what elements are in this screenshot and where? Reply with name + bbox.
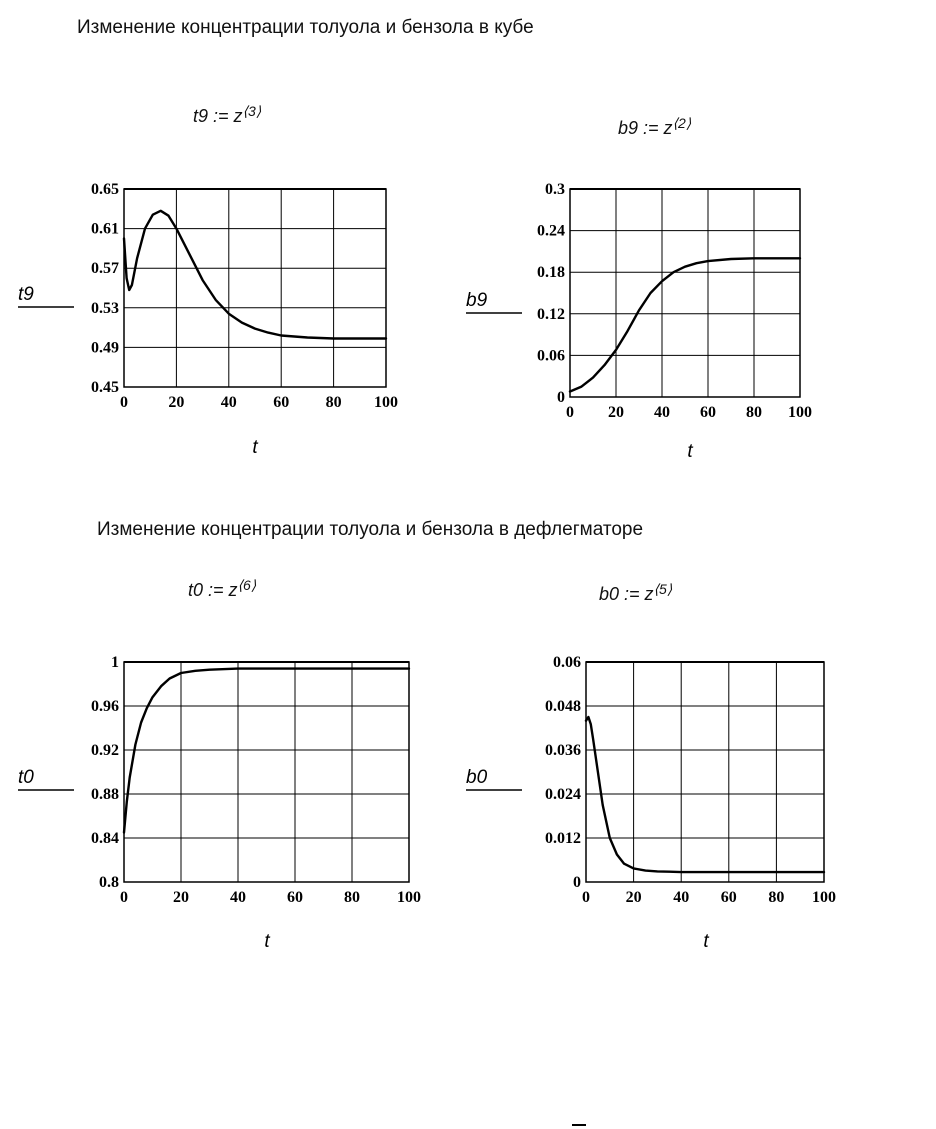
- y-tick-label-t9: 0.57: [91, 260, 119, 278]
- y-tick-label-b9: 0.18: [537, 264, 565, 282]
- formula-t9-lhs: t9 := z: [193, 106, 243, 126]
- y-tick-label-t0: 0.96: [91, 698, 119, 715]
- y-tick-label-b9: 0.3: [545, 181, 565, 198]
- y-tick-label-t0: 0.8: [99, 874, 119, 891]
- x-axis-label-b0: t: [703, 931, 709, 952]
- heading-kube: Изменение концентрации толуола и бензола в кубе: [77, 17, 534, 38]
- x-tick-label-t0: 60: [287, 889, 303, 906]
- y-tick-label-b9: 0.12: [537, 305, 565, 323]
- y-tick-label-t9: 0.61: [91, 220, 119, 238]
- x-tick-label-t9: 100: [374, 394, 398, 411]
- x-axis-label-t9: t: [252, 437, 258, 458]
- formula-b0-lhs: b0 := z: [599, 584, 654, 604]
- y-tick-label-t0: 0.84: [91, 830, 119, 847]
- x-tick-label-b9: 20: [608, 404, 624, 421]
- chart-b0: [466, 654, 836, 952]
- y-tick-label-b0: 0.06: [553, 654, 581, 671]
- y-tick-label-t0: 1: [111, 654, 119, 671]
- formula-b0-sup: ⟨5⟩: [653, 581, 673, 597]
- plot-frame-t0: [124, 662, 409, 882]
- x-tick-label-b0: 80: [768, 889, 785, 906]
- formula-t0-lhs: t0 := z: [188, 580, 238, 600]
- x-tick-label-b9: 0: [566, 404, 574, 421]
- x-tick-label-b0: 100: [812, 889, 836, 906]
- x-tick-label-t0: 80: [344, 889, 360, 906]
- y-tick-label-b0: 0.036: [545, 742, 581, 759]
- x-tick-label-t9: 0: [120, 394, 128, 411]
- y-axis-label-t0: t0: [18, 767, 34, 788]
- formula-t9-sup: ⟨3⟩: [242, 103, 262, 119]
- x-tick-label-t9: 80: [325, 394, 342, 411]
- y-axis-label-b9: b9: [466, 290, 488, 311]
- chart-b9: [466, 181, 812, 462]
- x-tick-label-b0: 20: [625, 889, 642, 906]
- x-tick-label-t9: 60: [273, 394, 290, 411]
- y-tick-label-b0: 0.012: [545, 830, 581, 847]
- x-axis-label-b9: t: [687, 441, 693, 462]
- x-tick-label-b9: 100: [788, 404, 812, 421]
- footer-mark: [572, 1124, 586, 1126]
- y-tick-label-t9: 0.45: [91, 379, 119, 396]
- y-tick-label-t9: 0.49: [91, 339, 119, 357]
- x-tick-label-b0: 0: [582, 889, 590, 906]
- chart-t0: [18, 654, 421, 952]
- x-tick-label-t9: 20: [168, 394, 185, 411]
- formula-b9-sup: ⟨2⟩: [672, 115, 692, 131]
- series-line-b9: [570, 258, 800, 391]
- y-tick-label-b9: 0.06: [537, 347, 565, 365]
- x-tick-label-t0: 100: [397, 889, 421, 906]
- x-tick-label-t0: 0: [120, 889, 128, 906]
- y-tick-label-t9: 0.53: [91, 299, 119, 317]
- x-tick-label-b9: 80: [746, 404, 762, 421]
- chart-t9: [18, 181, 398, 458]
- x-tick-label-b0: 60: [720, 889, 737, 906]
- series-line-t9: [124, 211, 386, 339]
- x-tick-label-b0: 40: [673, 889, 690, 906]
- x-tick-label-t9: 40: [220, 394, 237, 411]
- x-tick-label-b9: 60: [700, 404, 716, 421]
- y-tick-label-b9: 0.24: [537, 222, 565, 240]
- plot-frame-t9: [124, 189, 386, 387]
- y-tick-label-t0: 0.92: [91, 742, 119, 759]
- y-tick-label-t0: 0.88: [91, 786, 119, 803]
- x-axis-label-t0: t: [264, 931, 270, 952]
- series-line-b0: [586, 717, 824, 872]
- heading-defleg: Изменение концентрации толуола и бензола в дефлегматоре: [97, 519, 644, 540]
- y-tick-label-b0: 0.024: [545, 786, 581, 803]
- y-axis-label-t9: t9: [18, 284, 34, 305]
- x-tick-label-b9: 40: [654, 404, 670, 421]
- y-tick-label-b9: 0: [557, 389, 565, 406]
- y-axis-label-b0: b0: [466, 767, 488, 788]
- series-line-t0: [124, 669, 409, 833]
- y-tick-label-b0: 0: [573, 874, 581, 891]
- y-tick-label-b0: 0.048: [545, 698, 581, 715]
- x-tick-label-t0: 40: [230, 889, 246, 906]
- plot-frame-b0: [586, 662, 824, 882]
- formula-b9-lhs: b9 := z: [618, 118, 673, 138]
- x-tick-label-t0: 20: [173, 889, 189, 906]
- y-tick-label-t9: 0.65: [91, 181, 119, 198]
- formula-t0-sup: ⟨6⟩: [237, 577, 257, 593]
